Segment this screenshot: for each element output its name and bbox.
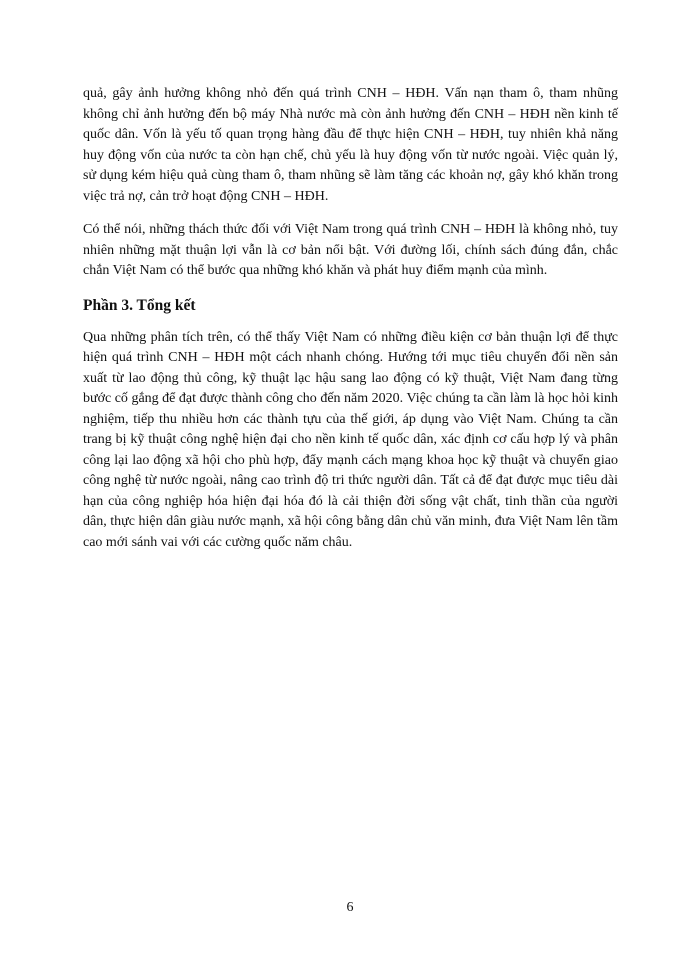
paragraph-conclusion: Qua những phân tích trên, có thể thấy Việt Nam có những điều kiện cơ bản thuận lợi để thực hiện quá trình CNH – HĐH một cách nhanh chóng. Hướng tới mục tiêu chuyển đổi nền sản xuất từ lao động thủ công, kỹ thuật lạc hậu sang lao động có kỹ thuật, Việt Nam đang từng bước cố gắng để đạt được thành công cho đến năm 2020. Việc chúng ta cần làm là học hỏi kinh nghiệm, tiếp thu nhiều hơn các thành tựu của thế giới, áp dụng vào Việt Nam. Chúng ta cần trang bị kỹ thuật công nghệ hiện đại cho nền kinh tế quốc dân, xác định cơ cấu hợp lý và phân công lại lao động xã hội cho phù hợp, đẩy mạnh cách mạng khoa học kỹ thuật và chuyển giao công nghệ từ nước ngoài, nâng cao trình độ tri thức người dân. Tất cả để đạt được mục tiêu dài hạn của công nghiệp hóa hiện đại hóa đó là cải thiện đời sống vật chất, tinh thần của người dân, thực hiện dân giàu nước mạnh, xã hội công bằng dân chủ văn minh, đưa Việt Nam lên tầm cao mới sánh vai với các cường quốc năm châu.	[83, 329, 618, 550]
paragraph-challenges-summary: Có thể nói, những thách thức đối với Việt Nam trong quá trình CNH – HĐH là không nhỏ, tuy nhiên những mặt thuận lợi vẫn là cơ bản nổi bật. Với đường lối, chính sách đúng đắn, chắc chắn Việt Nam có thể bước qua những khó khăn và phát huy điểm mạnh của mình.	[83, 222, 618, 278]
page-number: 6	[346, 900, 354, 915]
document-body	[83, 84, 618, 553]
section-heading: Phần 3. Tổng kết	[83, 296, 196, 314]
paragraph-continuation: quả, gây ảnh hưởng không nhỏ đến quá trình CNH – HĐH. Vấn nạn tham ô, tham nhũng không chỉ ảnh hưởng đến bộ máy Nhà nước mà còn ảnh hưởng đến CNH – HĐH nền kinh tế quốc dân. Vốn là yếu tố quan trọng hàng đầu để thực hiện CNH – HĐH, tuy nhiên khả năng huy động vốn của nước ta còn hạn chế, chủ yếu là huy động vốn từ nước ngoài. Việc quản lý, sử dụng kém hiệu quả cùng tham ô, tham nhũng sẽ làm tăng các khoản nợ, gây khó khăn trong việc trả nợ, cản trở hoạt động CNH – HĐH.	[83, 86, 618, 204]
